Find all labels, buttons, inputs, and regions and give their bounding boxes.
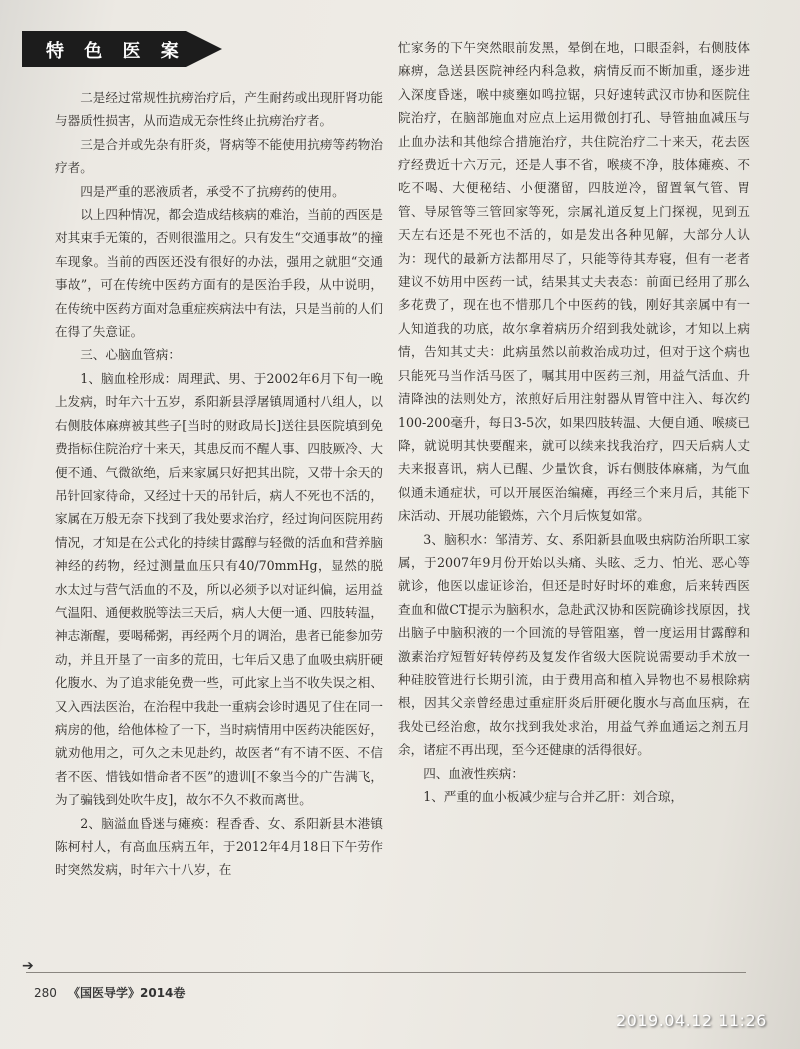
section-heading: 三、心脑血管病： bbox=[80, 347, 181, 363]
paragraph: 1、严重的血小板减少症与合并乙肝：刘合琼， bbox=[423, 789, 684, 804]
paragraph: 忙家务的下午突然眼前发黑，晕倒在地，口眼歪斜，右侧肢体麻痹，急送县医院神经内科急救，病情反而不断加重，逐步进入深度昏迷，喉中痰壅如鸣拉锯，只好速转武汉市协和医院住院治疗，在脑部施血对应点上运用微创打孔、导管抽血减压与止血办法和其他综合措施治疗，共住院治疗二十来天，花去医疗经费近十六万元，还是人事不省，喉痰不净，肢体瘫痪、不吃不喝、大便秘结、小便潴留，四肢逆冷，留置氧气管、胃管、导尿管等三管回家等死，宗属礼道反复上门探视，见到五天左右还是不死也不活的，如是发出各种见解，大部分人认为：现代的最新方法都用尽了，只能等待其寿寝，但有一老者建议不妨用中医药一试，结果其丈夫表态：前面已经用了那么多花费了，现在也不惜那几个中医药的钱，刚好其亲属中有一人知道我的功底，故尔拿着病历介绍到我处就诊，才知以上病情，告知其丈夫：此病虽然以前救治成功过，但对于这个病也只能死马当作活马医了，嘱其用中医药三剂，用益气活血、升清降浊的法则处方，浓煎好后用注射器从胃管中注入、每次约100-200毫升，每日3-5次，如果四肢转温、大便自通、喉痰已降，就说明其快要醒来，就可以续来找我治疗，四天后病人丈夫来报喜讯，病人已醒、少量饮食，诉右侧肢体麻痛，为气血似通未通症状，可以开展医治编瘫，再经三个来月后，其能下床活动、开展功能锻炼，六个月后恢复如常。 bbox=[398, 40, 750, 524]
footer-divider bbox=[26, 972, 746, 973]
paragraph: 以上四种情况，都会造成结核病的难治，当前的西医是对其束手无策的，否则很滥用之。只有发生“交通事故”的撞车现象。当前的西医还没有很好的办法，强用之就胆“交通事故”，可在传统中医药方面有的是医治手段，从中说明，在传统中医药方面对急重症疾病法中有法，只是当前的人们在得了失意证。 bbox=[55, 207, 383, 340]
section-title: 特 色 医 案 bbox=[46, 41, 186, 62]
right-column bbox=[398, 36, 750, 808]
page-number: 280 bbox=[34, 986, 57, 1000]
arrow-icon: ➔ bbox=[22, 958, 34, 974]
paragraph: 1、脑血栓形成：周理武、男、于2002年6月下旬一晚上发病，时年六十五岁，系阳新县浮屠镇周通村八组人，以右侧肢体麻痹被其些子[当时的财政局长]送往县医院填到免费指标住院治疗十来天，其患反而不醒人事、四肢厥冷、大便不通、气微欲绝，后来家属只好把其出院，又带十余天的吊针回家待命，又经过十天的吊针后，病人不死也不活的，家属在万般无奈下找到了我处要求治疗，经过询问医院用药情况，才知是在公式化的持续甘露醇与轻微的活血和营养脑神经的药物，经过测量血压只有40/70mmHg，显然的脱水太过与营气活血的不及，所以必须予以对证纠偏，运用益气温阳、通便救脱等法三天后，病人大便一通、四肢转温，神志渐醒，要喝稀粥，再经两个月的调治，患者已能参加劳动，并且开垦了一亩多的荒田，七年后又患了血吸虫病肝硬化腹水、为了追求能免费一些，可此家上当不收失误之相、又入西法医治，在治程中我赴一重病会诊时遇见了住在同一病房的他，给他体检了一下，当时病情用中医药决能医好，就劝他用之，可久之未见赴约，故医者“有不请不医、不信者不医、惜钱如惜命者不医”的遗训[不象当今的广告满飞，为了骗钱到处吹牛皮]，故尔不久不救而离世。 bbox=[55, 370, 383, 808]
paragraph: 3、脑积水：邹清芳、女、系阳新县血吸虫病防治所职工家属，于2007年9月份开始以头痛、头眩、乏力、怕光、恶心等就诊，他医以虚证诊治，但还是时好时坏的难愈，后来转西医查血和做CT提示为脑积水，急赴武汉协和医院确诊找原因，找出脑子中脑积液的一个回流的导管阻塞，曾一度运用甘露醇和激素治疗短暂好转停药及复发作省级大医院说需要动手术放一种硅胶管进行长期引流，由于费用高和植入异物也不易根除病根，因其父亲曾经患过重症肝炎后肝硬化腹水与高血压病，在我处已经治愈，故尔找到我处求治，用益气养血通运之剂五月余，诸症不再出现，至今还健康的活得很好。 bbox=[398, 531, 750, 758]
section-heading: 四、血液性疾病： bbox=[423, 765, 524, 781]
paragraph: 四是严重的恶液质者，承受不了抗痨药的使用。 bbox=[80, 183, 345, 199]
paragraph: 2、脑溢血昏迷与瘫痪：程香香、女、系阳新县木港镇陈柯村人，有高血压病五年，于2012年4月18日下午劳作时突然发病，时年六十八岁，在 bbox=[55, 815, 383, 878]
paragraph: 三是合并或先杂有肝炎，肾病等不能使用抗痨等药物治疗者。 bbox=[55, 136, 383, 176]
left-column bbox=[55, 86, 383, 882]
photo-timestamp: 2019.04.12 11:26 bbox=[616, 1011, 767, 1030]
journal-name: 《国医导学》2014卷 bbox=[68, 986, 186, 1000]
paragraph: 二是经过常规性抗痨治疗后，产生耐药或出现肝肾功能与器质性损害，从而造成无奈性终止抗痨治疗者。 bbox=[55, 90, 383, 129]
